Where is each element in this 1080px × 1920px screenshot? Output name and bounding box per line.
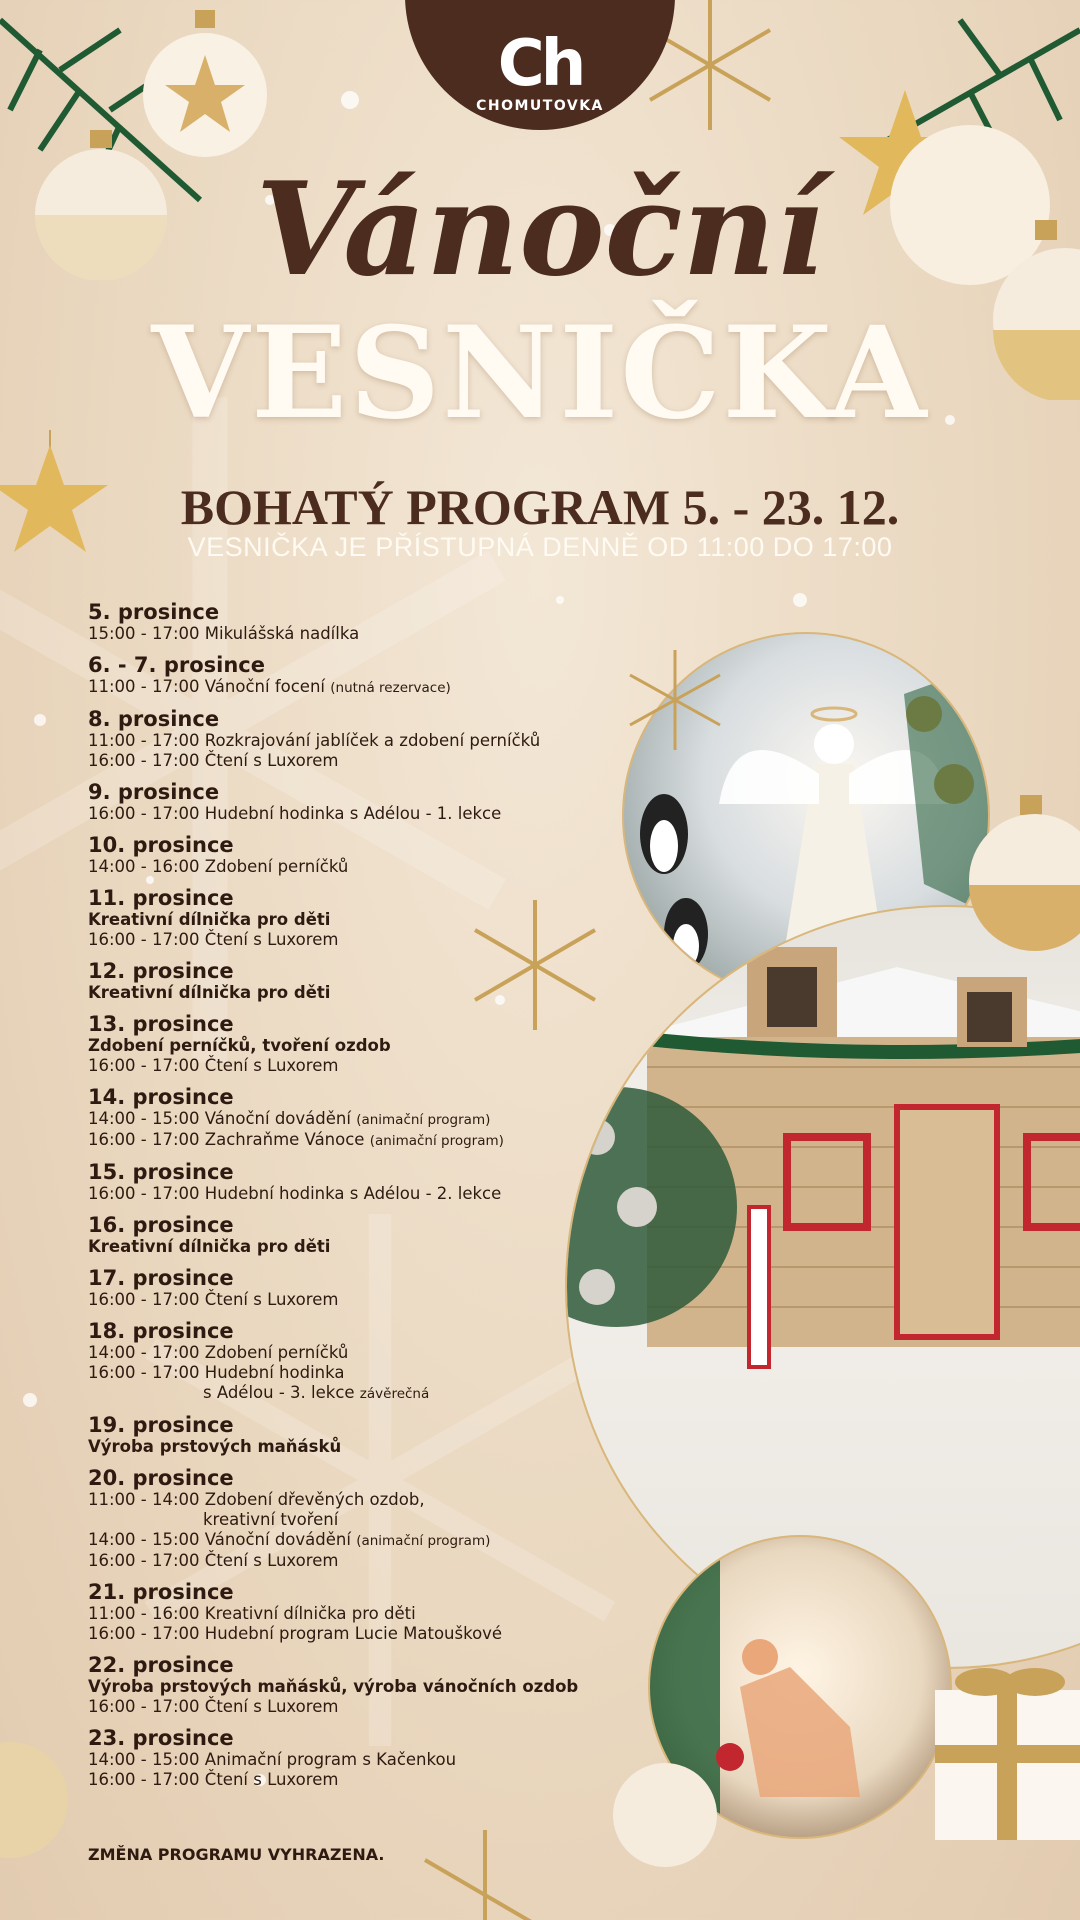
schedule-line: [88, 910, 648, 930]
schedule-date: 14. prosince: [88, 1085, 234, 1109]
activity-note: (animační program): [369, 1133, 504, 1149]
schedule-date: 10. prosince: [88, 833, 234, 857]
activity-time: 14:00 - 16:00: [88, 857, 200, 876]
activity-time: 14:00 - 15:00: [88, 1750, 200, 1769]
schedule-line: [88, 1130, 648, 1151]
activity-text: Hudební program Lucie Matouškové: [204, 1624, 503, 1643]
schedule-day: [88, 707, 648, 771]
activity-text: Mikulášská nadílka: [204, 624, 360, 643]
schedule-date: 22. prosince: [88, 1653, 234, 1677]
schedule-line: [88, 1750, 648, 1770]
activity-time: 11:00 - 17:00: [88, 731, 200, 750]
schedule-day: [88, 1266, 648, 1310]
activity-text: Hudební hodinka: [204, 1363, 345, 1382]
activity-time: 16:00 - 17:00: [88, 751, 200, 770]
schedule-day: [88, 1413, 648, 1457]
activity-continuation: s Adélou - 3. lekce: [203, 1383, 355, 1402]
activity-title: Výroba prstových maňásků: [88, 1437, 342, 1456]
activity-text: Vánoční focení: [204, 677, 325, 696]
activity-time: 16:00 - 17:00: [88, 1697, 200, 1716]
activity-text: Zachraňme Vánoce: [204, 1130, 365, 1149]
activity-text: Vánoční dovádění: [204, 1109, 351, 1128]
activity-title: Kreativní dílnička pro děti: [88, 983, 331, 1002]
gift-box-icon: [925, 1650, 1080, 1850]
schedule-line: [88, 983, 648, 1003]
schedule-day: [88, 1319, 648, 1404]
gold-snowflake-icon: [405, 1830, 565, 1920]
activity-time: 16:00 - 17:00: [88, 1184, 200, 1203]
schedule-day: [88, 1580, 648, 1644]
schedule-day: [88, 600, 648, 644]
page-title: VESNIČKA: [151, 299, 929, 447]
schedule-line: [88, 1036, 648, 1056]
schedule-line: [88, 677, 648, 698]
activity-time: 16:00 - 17:00: [88, 1770, 200, 1789]
activity-text: Čtení s Luxorem: [204, 1697, 339, 1716]
schedule-line: [88, 1510, 648, 1530]
schedule-date: 16. prosince: [88, 1213, 234, 1237]
activity-time: 16:00 - 17:00: [88, 1363, 200, 1382]
activity-text: Čtení s Luxorem: [204, 1056, 339, 1075]
activity-time: 16:00 - 17:00: [88, 1551, 200, 1570]
schedule-date: 5. prosince: [88, 600, 220, 624]
schedule-line: [88, 1056, 648, 1076]
title-script: Vánoční: [255, 155, 825, 305]
schedule-day: [88, 886, 648, 950]
schedule-day: [88, 1160, 648, 1204]
activity-time: 16:00 - 17:00: [88, 1056, 200, 1075]
schedule-date: 12. prosince: [88, 959, 234, 983]
activity-time: 11:00 - 17:00: [88, 677, 200, 696]
logo-mark: Ch: [497, 27, 583, 101]
activity-note: (animační program): [356, 1533, 491, 1549]
schedule-day: [88, 1726, 648, 1790]
schedule-day: [88, 833, 648, 877]
ornament-ball-icon: [960, 790, 1080, 960]
activity-text: Zdobení dřevěných ozdob,: [204, 1490, 425, 1509]
program-subtitle: BOHATÝ PROGRAM 5. - 23. 12.: [180, 479, 900, 535]
activity-note: (nutná rezervace): [330, 680, 451, 696]
schedule-day: [88, 1466, 648, 1571]
schedule-line: [88, 1109, 648, 1130]
activity-time: 14:00 - 17:00: [88, 1343, 200, 1362]
activity-continuation: kreativní tvoření: [203, 1510, 339, 1529]
schedule-line: [88, 1290, 648, 1310]
schedule-date: 23. prosince: [88, 1726, 234, 1750]
schedule-line: [88, 751, 648, 771]
schedule-line: [88, 1604, 648, 1624]
schedule-date: 21. prosince: [88, 1580, 234, 1604]
activity-title: Výroba prstových maňásků, výroba vánočních ozdob: [88, 1677, 579, 1696]
schedule-date: 6. - 7. prosince: [88, 653, 265, 677]
activity-text: Rozkrajování jablíček a zdobení perníčků: [204, 731, 541, 750]
activity-time: 15:00 - 17:00: [88, 624, 200, 643]
schedule-day: [88, 1012, 648, 1076]
activity-title: Kreativní dílnička pro děti: [88, 910, 331, 929]
schedule-line: [88, 624, 648, 644]
schedule-line: [88, 1530, 648, 1551]
activity-time: 16:00 - 17:00: [88, 930, 200, 949]
activity-time: 16:00 - 17:00: [88, 804, 200, 823]
schedule-day: [88, 1653, 648, 1717]
activity-text: Zdobení perníčků: [204, 857, 349, 876]
schedule-line: [88, 1237, 648, 1257]
schedule-day: [88, 1213, 648, 1257]
schedule-date: 19. prosince: [88, 1413, 234, 1437]
schedule-line: [88, 1770, 648, 1790]
schedule-date: 17. prosince: [88, 1266, 234, 1290]
activity-text: Kreativní dílnička pro děti: [204, 1604, 416, 1623]
schedule-line: [88, 1437, 648, 1457]
schedule-day: [88, 1085, 648, 1151]
schedule-line: [88, 1677, 648, 1697]
activity-text: Animační program s Kačenkou: [204, 1750, 457, 1769]
schedule-line: [88, 1697, 648, 1717]
activity-text: Hudební hodinka s Adélou - 1. lekce: [204, 804, 502, 823]
schedule-list: [88, 600, 648, 1799]
schedule-line: [88, 804, 648, 824]
activity-time: 16:00 - 17:00: [88, 1290, 200, 1309]
activity-title: Kreativní dílnička pro děti: [88, 1237, 331, 1256]
schedule-day: [88, 959, 648, 1003]
activity-text: Hudební hodinka s Adélou - 2. lekce: [204, 1184, 502, 1203]
activity-time: 16:00 - 17:00: [88, 1130, 200, 1149]
schedule-date: 13. prosince: [88, 1012, 234, 1036]
activity-text: Čtení s Luxorem: [204, 1770, 339, 1789]
schedule-line: [88, 1343, 648, 1363]
activity-text: Čtení s Luxorem: [204, 1290, 339, 1309]
schedule-date: 8. prosince: [88, 707, 220, 731]
star-ornament-ball-icon: [135, 10, 275, 160]
schedule-line: [88, 1624, 648, 1644]
schedule-line: [88, 857, 648, 877]
schedule-line: [88, 930, 648, 950]
schedule-line: [88, 1490, 648, 1510]
ornament-ball-icon: [0, 1730, 70, 1870]
opening-hours: VESNIČKA JE PŘÍSTUPNÁ DENNĚ OD 11:00 DO 17:00: [187, 532, 893, 562]
activity-time: 14:00 - 15:00: [88, 1530, 200, 1549]
footer-note: ZMĚNA PROGRAMU VYHRAZENA.: [88, 1845, 385, 1864]
activity-time: 11:00 - 16:00: [88, 1604, 200, 1623]
activity-text: Vánoční dovádění: [204, 1530, 351, 1549]
schedule-day: [88, 780, 648, 824]
schedule-date: 15. prosince: [88, 1160, 234, 1184]
activity-text: Zdobení perníčků: [204, 1343, 349, 1362]
activity-time: 11:00 - 14:00: [88, 1490, 200, 1509]
activity-text: Čtení s Luxorem: [204, 751, 339, 770]
schedule-date: 11. prosince: [88, 886, 234, 910]
activity-note: závěrečná: [359, 1386, 430, 1402]
activity-text: Čtení s Luxorem: [204, 1551, 339, 1570]
activity-time: 16:00 - 17:00: [88, 1624, 200, 1643]
activity-text: Čtení s Luxorem: [204, 930, 339, 949]
schedule-line: [88, 1184, 648, 1204]
schedule-date: 20. prosince: [88, 1466, 234, 1490]
schedule-day: [88, 653, 648, 698]
activity-time: 14:00 - 15:00: [88, 1109, 200, 1128]
schedule-date: 18. prosince: [88, 1319, 234, 1343]
schedule-date: 9. prosince: [88, 780, 220, 804]
activity-note: (animační program): [356, 1112, 491, 1128]
schedule-line: [88, 1383, 648, 1404]
schedule-line: [88, 731, 648, 751]
schedule-line: [88, 1363, 648, 1383]
activity-title: Zdobení perníčků, tvoření ozdob: [88, 1036, 391, 1055]
schedule-line: [88, 1551, 648, 1571]
logo-name: CHOMUTOVKA: [476, 98, 604, 114]
